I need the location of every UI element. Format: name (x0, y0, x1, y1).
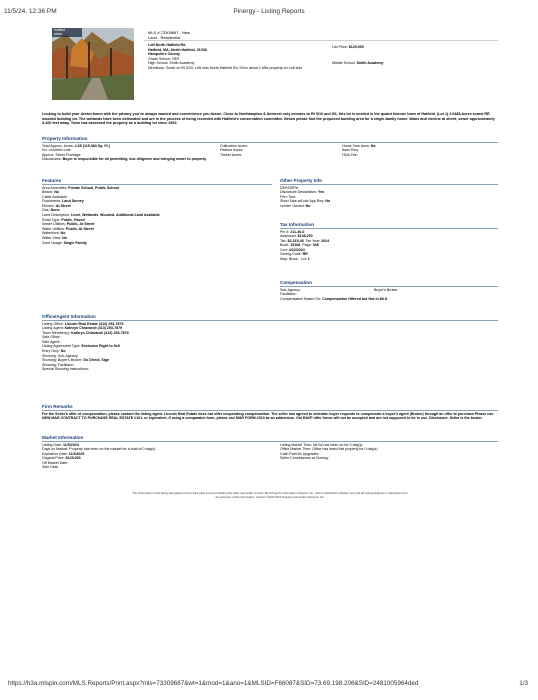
office-value: Kathryn Chiavaroli (413) 253-7879 (71, 330, 129, 335)
facilitator-label: Facilitator: (280, 292, 297, 297)
page-value: 348 (312, 243, 319, 248)
feature-value: Public, At Street (66, 222, 95, 227)
middle-school-label: Middle School: (332, 61, 357, 65)
section-title: Tax Information (280, 222, 498, 229)
feature-value: Public, At Street (66, 226, 94, 231)
tax-value: $148,200 (297, 234, 313, 239)
section-title: Firm Remarks (42, 404, 498, 411)
tax-value: $2,315.48 (287, 238, 304, 243)
feature-label: Documents: (42, 199, 63, 204)
market-value: 11/5/2024 (62, 442, 79, 447)
office-value: No (60, 349, 66, 354)
market-label: Days on Market: (42, 447, 70, 452)
market-label: Office Market Time: (280, 447, 313, 452)
other-value: Yes (317, 190, 325, 195)
market-label: Listing Date: (42, 442, 63, 447)
office-label: Listing Agreement Type: (42, 344, 82, 349)
feature-value: No (54, 190, 59, 195)
page-label: Page: (300, 243, 313, 248)
feature-value: At Street (55, 203, 71, 208)
property-information-section (42, 136, 498, 170)
photo-caption-line1: Hatfield (54, 28, 65, 32)
mls-number: MLS # 73309687 - New (148, 30, 191, 35)
tax-label: Cert: (280, 247, 289, 252)
feature-label: Land Description: (42, 213, 71, 218)
feature-value: No (60, 231, 66, 236)
section-title: Compensation (280, 280, 498, 287)
info-value: No (370, 143, 376, 148)
feature-label: Beach: (42, 190, 55, 195)
other-value: No (325, 199, 331, 204)
features-section (42, 178, 272, 245)
market-value: Property has been on the market for a total of 0 day(s) (69, 447, 156, 452)
grade-school: Grade School: HES (148, 56, 180, 61)
info-label: Cultivation Acres: (220, 143, 248, 148)
office-label: Listing Office: (42, 321, 65, 326)
tax-label: Zoning Code: (280, 252, 303, 257)
section-title: Other Property Info (280, 178, 498, 185)
market-value: 11/3/2025 (68, 451, 85, 456)
section-title: Market Information (42, 435, 498, 442)
feature-label: Water Utilities: (42, 226, 67, 231)
market-label: Listing Market Time: (280, 442, 314, 447)
office-label: Listing Agent: (42, 326, 65, 331)
listing-summary (148, 30, 358, 71)
tax-label: Assessed: (280, 234, 298, 239)
info-label: No. of Addtnl Lots: (42, 148, 72, 153)
tax-year-label: Tax Year: (303, 238, 322, 243)
office-label: Sale Agent: (42, 339, 61, 344)
map-label: Map: (280, 257, 289, 262)
info-label: HOA Fee: (342, 152, 358, 157)
info-label: Disclosures: (42, 157, 63, 162)
compensation-based-on-label: Compensation Based On: (280, 296, 323, 301)
print-datetime: 11/5/24, 12:36 PM (4, 8, 57, 15)
feature-label: Waterfront: (42, 231, 61, 236)
other-value: No (305, 203, 311, 208)
market-value: MLS# has been on for 0 day(s) (313, 442, 363, 447)
print-header (0, 2, 538, 16)
market-col1 (42, 443, 155, 471)
lot-label: Lot: (299, 257, 308, 262)
info-value: Buyer is responsible for all permitting, due diligence and bringing sewer to property. (62, 157, 207, 162)
feature-label: Water View: (42, 236, 63, 241)
info-label: Total Approx. Acres: (42, 143, 75, 148)
section-title: Property Information (42, 136, 498, 143)
market-label: Cash Paid for Upgrades: (280, 451, 320, 456)
property-photo (52, 28, 134, 100)
print-url: https://h3a.mlspin.com/MLS.Reports/Print.aspx?mls=73309687&wt=1&mod=1&ano=1&MLSID=F66087&SID=73.69.198.206&SID=2481005964ded (8, 680, 419, 687)
other-label: Disclosure Declaration: (280, 190, 318, 195)
disclaimer: The information in this listing was gathered from third party sources including the seller and public records. MLS Property Information Network, Inc., and its subscribers disclaim any and all representations or warranties as to the accuracy of this information. Content ©2024 MLS Property Information Network, Inc. (132, 491, 408, 499)
info-label: Timber Acres: (220, 152, 243, 157)
office-value: Kathryn Chiavaroli (413) 253-7879 (64, 326, 123, 331)
list-price-label: List Price: (332, 45, 349, 49)
other-property-info-section (280, 178, 498, 208)
office-label: Team Member(s): (42, 330, 72, 335)
feature-label: Gas: (42, 208, 51, 213)
office-label: Showing: Buyer's Broker: (42, 358, 84, 363)
office-value: Lincoln Real Estate (413) 253-7879 (64, 321, 124, 326)
office-label: Sale Office: (42, 335, 61, 340)
feature-label: Sewer Utilities: (42, 222, 67, 227)
feature-label: Zone Usage: (42, 240, 64, 245)
compensation-section (280, 280, 498, 301)
market-label: Seller Concessions at Closing: (280, 456, 329, 461)
tax-label: Tax: (280, 238, 288, 243)
feature-value: Land Survey (62, 199, 84, 204)
office-agent-section (42, 314, 498, 372)
tax-value: 4/22/2024 (288, 247, 305, 252)
info-label: Home Own Assn: (342, 143, 371, 148)
tax-value: 211-40-0 (290, 229, 305, 234)
feature-label: Cable Available: (42, 194, 68, 199)
list-price (332, 45, 364, 50)
office-label: Special Showing Instructions: (42, 367, 89, 372)
office-value: Exclusive Right to Sell (81, 344, 121, 349)
section-title: Office/Agent Information (42, 314, 498, 321)
photo-caption (54, 29, 65, 36)
tax-value: RR (302, 252, 308, 257)
property-info-col3 (342, 144, 376, 158)
directions: Directions: South on Rt 5/10, Left onto North Hatfield Rd, Drive about 1 Mile property on Left side (148, 65, 303, 70)
lot-value: 1 (307, 257, 310, 262)
market-label: Sale Date: (42, 465, 59, 470)
feature-value: Public, Paved (61, 217, 85, 222)
property-photo-image (52, 28, 134, 100)
photo-caption-line2: photo (54, 31, 62, 36)
office-value: Go Direct, Sign (83, 358, 110, 363)
feature-value: Level, Wetlands, Wooded, Additional Land Available (70, 213, 160, 218)
office-label: Entry Only: (42, 349, 61, 354)
sub-agency-label: Sub-Agency: (280, 287, 301, 292)
listing-county: Hampshire County (148, 52, 180, 57)
print-title: Pinergy - Listing Reports (233, 8, 305, 15)
info-row (42, 157, 498, 162)
market-information-section (42, 435, 498, 475)
tax-value: 15168 (290, 243, 301, 248)
info-value: 2.65 (115,383 Sq. Ft.) (74, 143, 110, 148)
market-label: Expiration Date: (42, 451, 69, 456)
middle-school (332, 61, 383, 66)
block-label: Block: (289, 257, 300, 262)
feature-label: Road Type: (42, 217, 62, 222)
middle-school-value: Smith Academy (356, 61, 384, 65)
listing-city: Hatfield, MA: North Hatfield, 01038 (148, 47, 207, 52)
other-label: DEP/DEP#: (280, 185, 299, 190)
summary-divider (144, 40, 498, 41)
page-number: 1/3 (519, 680, 528, 687)
buyer-broker-label: Buyer's Broker: (374, 287, 399, 292)
tax-information-section (280, 222, 498, 262)
tax-year-value: 2024 (321, 238, 330, 243)
office-label: Showing: Sub-Agency: (42, 353, 79, 358)
public-remarks: Looking to build your dream home with the privacy you've always wanted and convenience you desire. Close to Northampton & Amherst only minutes to Rt 5/10 and I91, this lot is nestled in the quaint historic town of Hatfield. (Lot 1) 2.6488 Acres zoned RR wooded building lot. The wetlands have been delineated and are in the process of being recorded with Hatfield's conservation committee. Below please find the proposed building area for a single-family home. Water and electric at street, sewer approximately 3-400 feet away. Town has assessed the property as a building lot since 1992. (42, 112, 495, 126)
feature-label: Area Amenities: (42, 185, 69, 190)
property-info-col1 (42, 144, 498, 162)
section-title: Features (42, 178, 272, 185)
market-label: Original Price: (42, 456, 66, 461)
market-label: Off Market Date: (42, 460, 69, 465)
office-label: Showing: Facilitator: (42, 362, 75, 367)
other-label: Perc Test: (280, 194, 296, 199)
list-price-value: $129,000 (348, 45, 364, 49)
info-label: Pasture Acres: (220, 148, 244, 153)
feature-value: No (62, 236, 67, 241)
listing-report (42, 28, 498, 508)
market-value: Office has listed this property for 0 day(s) (312, 447, 378, 452)
info-label: Assn Req: (342, 148, 359, 153)
property-info-col2 (220, 144, 248, 158)
feature-value: Single Family (63, 240, 87, 245)
tax-label: Pin #: (280, 229, 291, 234)
feature-value: None (50, 208, 60, 213)
market-value: $129,000 (65, 456, 81, 461)
info-label: Approx. Street Frontage: (42, 152, 82, 157)
feature-value: Private School, Public School (68, 185, 119, 190)
firm-remarks-section (42, 404, 498, 421)
feature-label: Electric: (42, 203, 56, 208)
listing-address: Lott North Hatfield Rd. (148, 43, 187, 47)
compensation-based-on-value: Compensation Offered but Not in MLS (322, 296, 388, 301)
listing-type: Land - Residential (148, 35, 181, 40)
other-label: Short Sale w/Lndr.App.Req: (280, 199, 326, 204)
other-label: Lender Owned: (280, 203, 306, 208)
high-school: High School: Smith Academy (148, 61, 195, 66)
market-col2 (280, 443, 378, 461)
tax-label: Book: (280, 243, 291, 248)
firm-remarks-text: For the Seller's offer of compensation, please contact the listing agent. Lincoln Real Estate does not offer cooperating compensation. The seller has agreed to entertain buyer requests to compensate a buyer's agent (Broker) through an offer to purchase.Please use NEW MAR CONTRACT TO PURCHASE REAL ESTATE #101, or equivalent. If using a comparable form, please use MAR FORM #310 as an addendum. Old RAVP offer forms will not be accepted and are not supposed to be in use. Disclosure: Seller is the broker. (42, 411, 494, 421)
